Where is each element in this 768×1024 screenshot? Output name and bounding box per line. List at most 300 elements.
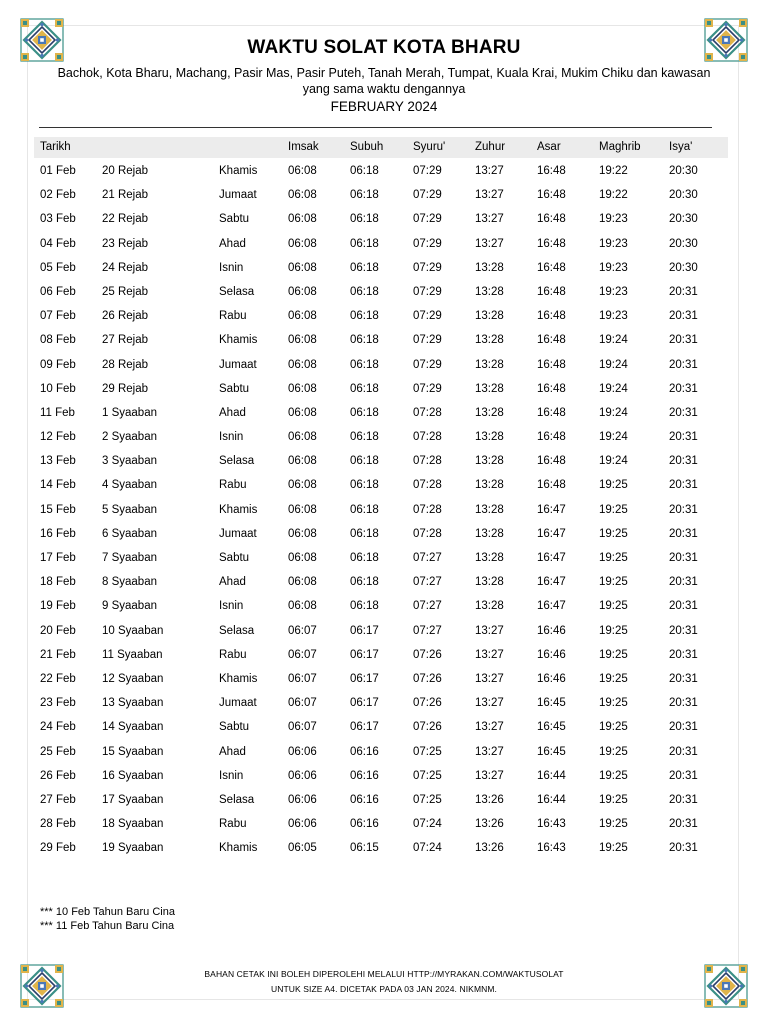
cell-zuhur: 13:27 [475,648,504,661]
cell-subuh: 06:18 [350,431,379,444]
cell-syuruk: 07:29 [413,358,442,371]
cell-hijri: 27 Rejab [102,334,149,347]
table-row [34,232,728,256]
cell-subuh: 06:18 [350,479,379,492]
cell-asar: 16:48 [537,455,566,468]
cell-syuruk: 07:29 [413,261,442,274]
cell-asar: 16:48 [537,261,566,274]
cell-asar: 16:43 [537,818,566,831]
cell-subuh: 06:17 [350,721,379,734]
table-row [34,449,728,473]
cell-imsak: 06:08 [288,189,317,202]
cell-zuhur: 13:27 [475,624,504,637]
cell-hari: Rabu [219,310,247,323]
cell-syuruk: 07:24 [413,818,442,831]
column-header-tarikh: Tarikh [40,141,71,153]
cell-isyak: 20:31 [669,358,698,371]
table-row [34,594,728,618]
cell-zuhur: 13:28 [475,576,504,589]
cell-tarikh: 01 Feb [40,165,76,177]
cell-asar: 16:43 [537,842,566,855]
cell-syuruk: 07:29 [413,213,442,226]
cell-hijri: 19 Syaaban [102,842,164,855]
cell-asar: 16:48 [537,406,566,419]
cell-isyak: 20:30 [669,189,698,202]
cell-zuhur: 13:27 [475,189,504,202]
cell-syuruk: 07:26 [413,672,442,685]
table-row [34,619,728,643]
cell-isyak: 20:31 [669,503,698,516]
cell-tarikh: 06 Feb [40,285,76,298]
cell-maghrib: 19:23 [599,261,628,274]
cell-subuh: 06:18 [350,237,379,250]
cell-isyak: 20:31 [669,721,698,734]
cell-subuh: 06:18 [350,382,379,395]
table-row [34,836,728,860]
cell-tarikh: 29 Feb [40,842,76,855]
cell-zuhur: 13:27 [475,745,504,758]
cell-subuh: 06:18 [350,552,379,564]
cell-subuh: 06:18 [350,213,379,226]
cell-maghrib: 19:25 [599,818,628,831]
cell-maghrib: 19:25 [599,769,628,782]
cell-subuh: 06:18 [350,334,379,347]
cell-maghrib: 19:23 [599,237,628,250]
cell-zuhur: 13:28 [475,527,504,540]
cell-tarikh: 11 Feb [40,406,75,419]
cell-subuh: 06:17 [350,624,379,637]
cell-tarikh: 10 Feb [40,382,76,395]
cell-hari: Isnin [219,600,244,613]
cell-hijri: 14 Syaaban [102,721,164,734]
cell-imsak: 06:08 [288,237,317,250]
cell-zuhur: 13:28 [475,382,504,395]
cell-subuh: 06:18 [350,165,379,177]
cell-imsak: 06:08 [288,455,317,468]
cell-hijri: 16 Syaaban [102,769,164,782]
cell-maghrib: 19:24 [599,406,628,419]
cell-hari: Selasa [219,624,255,637]
cell-tarikh: 04 Feb [40,237,76,250]
cell-subuh: 06:16 [350,769,379,782]
cell-maghrib: 19:25 [599,745,628,758]
footer-line: BAHAN CETAK INI BOLEH DIPEROLEHI MELALUI HTTP://MYRAKAN.COM/WAKTUSOLAT [204,969,564,979]
cell-hijri: 7 Syaaban [102,552,157,564]
cell-maghrib: 19:24 [599,382,628,395]
cell-zuhur: 13:27 [475,697,504,710]
cell-isyak: 20:31 [669,842,698,855]
cell-tarikh: 18 Feb [40,576,76,589]
cell-isyak: 20:31 [669,310,698,323]
cell-imsak: 06:08 [288,503,317,516]
cell-subuh: 06:18 [350,189,379,202]
cell-syuruk: 07:29 [413,237,442,250]
cell-hari: Isnin [219,261,244,274]
cell-subuh: 06:18 [350,310,379,323]
cell-hijri: 22 Rejab [102,213,149,226]
cell-asar: 16:46 [537,672,566,685]
cell-hari: Ahad [219,576,246,589]
cell-tarikh: 13 Feb [40,455,76,468]
cell-subuh: 06:16 [350,745,379,758]
cell-tarikh: 20 Feb [40,624,76,637]
cell-hari: Ahad [219,406,246,419]
subtitle-line: yang sama waktu dengannya [302,82,466,96]
cell-syuruk: 07:28 [413,503,442,516]
cell-zuhur: 13:27 [475,213,504,226]
table-row [34,715,728,739]
cell-syuruk: 07:26 [413,721,442,734]
column-header-syuruk: Syuru' [413,141,446,153]
cell-isyak: 20:31 [669,431,698,444]
cell-isyak: 20:31 [669,455,698,468]
cell-subuh: 06:17 [350,648,379,661]
table-row [34,570,728,594]
table-row [34,498,728,522]
page-title: WAKTU SOLAT KOTA BHARU [247,37,521,58]
cell-tarikh: 15 Feb [40,503,76,516]
footer-line: UNTUK SIZE A4. DICETAK PADA 03 JAN 2024. NIKMNM. [270,984,498,994]
cell-hijri: 26 Rejab [102,310,149,323]
cell-hari: Rabu [219,818,247,831]
cell-syuruk: 07:28 [413,479,442,492]
cell-tarikh: 26 Feb [40,769,76,782]
cell-asar: 16:48 [537,213,566,226]
prayer-times-table [34,137,728,860]
cell-zuhur: 13:28 [475,261,504,274]
cell-hijri: 8 Syaaban [102,576,157,589]
cell-maghrib: 19:25 [599,552,628,564]
cell-imsak: 06:08 [288,334,317,347]
cell-hari: Rabu [219,648,247,661]
cell-tarikh: 21 Feb [40,648,76,661]
footer [0,967,768,997]
cell-asar: 16:47 [537,552,566,564]
cell-hari: Khamis [219,503,258,516]
cell-imsak: 06:08 [288,285,317,298]
cell-tarikh: 14 Feb [40,479,76,492]
table-row [34,401,728,425]
cell-tarikh: 17 Feb [40,552,76,564]
cell-hijri: 1 Syaaban [102,406,157,419]
cell-hari: Sabtu [219,552,250,564]
cell-asar: 16:44 [537,769,566,782]
cell-syuruk: 07:24 [413,842,442,855]
cell-imsak: 06:08 [288,165,317,177]
cell-maghrib: 19:24 [599,358,628,371]
cell-imsak: 06:08 [288,261,317,274]
cell-maghrib: 19:23 [599,213,628,226]
column-header-asar: Asar [537,141,561,153]
cell-subuh: 06:18 [350,503,379,516]
table-row [34,377,728,401]
table-row [34,183,728,207]
cell-hari: Khamis [219,672,258,685]
cell-isyak: 20:30 [669,261,698,274]
cell-hijri: 17 Syaaban [102,793,164,806]
cell-hari: Khamis [219,842,258,855]
cell-asar: 16:46 [537,624,566,637]
cell-zuhur: 13:28 [475,479,504,492]
cell-maghrib: 19:25 [599,697,628,710]
cell-imsak: 06:08 [288,358,317,371]
cell-maghrib: 19:24 [599,334,628,347]
table-row [34,788,728,812]
cell-hijri: 4 Syaaban [102,479,157,492]
cell-tarikh: 25 Feb [40,745,76,758]
cell-hijri: 28 Rejab [102,358,149,371]
cell-subuh: 06:18 [350,261,379,274]
column-header-subuh: Subuh [350,141,384,153]
cell-maghrib: 19:24 [599,431,628,444]
cell-asar: 16:48 [537,479,566,492]
cell-hari: Khamis [219,165,258,177]
cell-zuhur: 13:28 [475,406,504,419]
cell-asar: 16:47 [537,527,566,540]
cell-subuh: 06:17 [350,697,379,710]
cell-tarikh: 19 Feb [40,600,76,613]
cell-zuhur: 13:26 [475,842,504,855]
cell-tarikh: 03 Feb [40,213,76,226]
cell-maghrib: 19:23 [599,285,628,298]
cell-maghrib: 19:25 [599,479,628,492]
cell-hari: Ahad [219,745,246,758]
cell-imsak: 06:08 [288,382,317,395]
cell-hijri: 15 Syaaban [102,745,164,758]
cell-isyak: 20:31 [669,600,698,613]
cell-syuruk: 07:28 [413,527,442,540]
table-row [34,522,728,546]
cell-hijri: 29 Rejab [102,382,149,395]
cell-maghrib: 19:25 [599,576,628,589]
cell-asar: 16:44 [537,793,566,806]
cell-tarikh: 08 Feb [40,334,76,347]
cell-syuruk: 07:25 [413,769,442,782]
cell-tarikh: 02 Feb [40,189,76,202]
notes [40,906,175,933]
cell-syuruk: 07:28 [413,406,442,419]
cell-imsak: 06:08 [288,406,317,419]
cell-subuh: 06:17 [350,672,379,685]
cell-imsak: 06:08 [288,479,317,492]
cell-isyak: 20:31 [669,818,698,831]
table-row [34,159,728,183]
cell-imsak: 06:06 [288,769,317,782]
table-row [34,280,728,304]
page-subtitle [40,65,728,97]
table-row [34,304,728,328]
cell-zuhur: 13:28 [475,431,504,444]
cell-hari: Jumaat [219,527,257,540]
cell-asar: 16:48 [537,285,566,298]
cell-hijri: 25 Rejab [102,285,149,298]
column-header-zuhur: Zuhur [475,141,506,153]
cell-hijri: 18 Syaaban [102,818,164,831]
column-header-maghrib: Maghrib [599,141,641,153]
table-row [34,764,728,788]
cell-syuruk: 07:29 [413,285,442,298]
table-row [34,256,728,280]
cell-hijri: 21 Rejab [102,189,149,202]
cell-hijri: 12 Syaaban [102,672,164,685]
cell-isyak: 20:31 [669,793,698,806]
cell-syuruk: 07:27 [413,600,442,613]
cell-tarikh: 07 Feb [40,310,76,323]
cell-maghrib: 19:25 [599,672,628,685]
cell-isyak: 20:31 [669,334,698,347]
cell-maghrib: 19:25 [599,600,628,613]
cell-isyak: 20:31 [669,479,698,492]
cell-zuhur: 13:28 [475,600,504,613]
table-row [34,667,728,691]
subtitle-line: Bachok, Kota Bharu, Machang, Pasir Mas, Pasir Puteh, Tanah Merah, Tumpat, Kuala Krai, Mukim Chiku dan kawasan [57,66,711,80]
cell-isyak: 20:31 [669,576,698,589]
cell-syuruk: 07:29 [413,334,442,347]
cell-subuh: 06:18 [350,527,379,540]
cell-subuh: 06:16 [350,793,379,806]
cell-subuh: 06:18 [350,285,379,298]
cell-imsak: 06:06 [288,745,317,758]
cell-syuruk: 07:29 [413,382,442,395]
cell-asar: 16:47 [537,576,566,589]
cell-syuruk: 07:29 [413,189,442,202]
cell-imsak: 06:07 [288,672,317,685]
column-header-isyak: Isya' [669,141,693,153]
cell-hari: Ahad [219,237,246,250]
cell-isyak: 20:31 [669,624,698,637]
cell-imsak: 06:07 [288,648,317,661]
cell-maghrib: 19:25 [599,721,628,734]
cell-hijri: 23 Rejab [102,237,149,250]
cell-tarikh: 09 Feb [40,358,76,371]
cell-asar: 16:48 [537,334,566,347]
cell-hijri: 5 Syaaban [102,503,157,516]
cell-zuhur: 13:28 [475,358,504,371]
cell-maghrib: 19:25 [599,648,628,661]
divider [39,127,712,128]
cell-syuruk: 07:28 [413,455,442,468]
table-row [34,546,728,570]
table-row [34,691,728,715]
cell-maghrib: 19:25 [599,842,628,855]
cell-imsak: 06:06 [288,818,317,831]
cell-asar: 16:48 [537,358,566,371]
cell-maghrib: 19:22 [599,165,628,177]
cell-hari: Isnin [219,431,244,444]
cell-zuhur: 13:28 [475,455,504,468]
cell-syuruk: 07:28 [413,431,442,444]
cell-asar: 16:46 [537,648,566,661]
cell-syuruk: 07:29 [413,165,442,177]
cell-tarikh: 05 Feb [40,261,76,274]
cell-asar: 16:45 [537,745,566,758]
cell-zuhur: 13:28 [475,552,504,564]
cell-isyak: 20:30 [669,165,698,177]
cell-syuruk: 07:25 [413,793,442,806]
cell-isyak: 20:31 [669,382,698,395]
cell-isyak: 20:31 [669,697,698,710]
cell-imsak: 06:07 [288,624,317,637]
cell-subuh: 06:18 [350,358,379,371]
table-header [34,137,728,158]
note-item: *** 11 Feb Tahun Baru Cina [40,919,175,932]
cell-zuhur: 13:27 [475,672,504,685]
cell-zuhur: 13:26 [475,793,504,806]
cell-tarikh: 23 Feb [40,697,76,710]
cell-maghrib: 19:23 [599,310,628,323]
cell-maghrib: 19:24 [599,455,628,468]
cell-syuruk: 07:27 [413,552,442,564]
cell-imsak: 06:08 [288,600,317,613]
cell-maghrib: 19:25 [599,527,628,540]
cell-syuruk: 07:26 [413,697,442,710]
cell-hari: Jumaat [219,189,257,202]
cell-zuhur: 13:27 [475,165,504,177]
month-label: FEBRUARY 2024 [330,99,438,114]
note-item: *** 10 Feb Tahun Baru Cina [40,906,175,918]
cell-tarikh: 16 Feb [40,527,76,540]
cell-hari: Selasa [219,285,255,298]
cell-hari: Isnin [219,769,244,782]
table-row [34,425,728,449]
cell-zuhur: 13:28 [475,310,504,323]
cell-imsak: 06:08 [288,527,317,540]
cell-asar: 16:48 [537,165,566,177]
cell-hijri: 10 Syaaban [102,624,164,637]
cell-isyak: 20:31 [669,745,698,758]
table-row [34,328,728,352]
cell-hari: Khamis [219,334,258,347]
table-row [34,473,728,497]
cell-syuruk: 07:29 [413,310,442,323]
cell-hari: Jumaat [219,358,257,371]
cell-zuhur: 13:28 [475,503,504,516]
cell-tarikh: 24 Feb [40,721,76,734]
cell-syuruk: 07:25 [413,745,442,758]
cell-imsak: 06:06 [288,793,317,806]
cell-isyak: 20:31 [669,769,698,782]
cell-asar: 16:48 [537,431,566,444]
cell-asar: 16:48 [537,382,566,395]
table-row [34,353,728,377]
cell-imsak: 06:08 [288,431,317,444]
cell-hijri: 3 Syaaban [102,455,157,468]
cell-isyak: 20:31 [669,406,698,419]
cell-imsak: 06:05 [288,842,317,855]
cell-zuhur: 13:28 [475,285,504,298]
cell-hari: Selasa [219,455,255,468]
table-body [34,158,728,860]
cell-isyak: 20:31 [669,672,698,685]
cell-hijri: 13 Syaaban [102,697,164,710]
cell-hari: Sabtu [219,213,250,226]
cell-maghrib: 19:25 [599,793,628,806]
cell-asar: 16:47 [537,600,566,613]
cell-zuhur: 13:26 [475,818,504,831]
cell-subuh: 06:18 [350,600,379,613]
cell-isyak: 20:31 [669,552,698,564]
cell-imsak: 06:07 [288,721,317,734]
cell-tarikh: 12 Feb [40,431,76,444]
cell-zuhur: 13:27 [475,721,504,734]
cell-hijri: 9 Syaaban [102,600,157,613]
table-row [34,643,728,667]
cell-subuh: 06:15 [350,842,379,855]
cell-imsak: 06:08 [288,576,317,589]
cell-asar: 16:45 [537,697,566,710]
cell-isyak: 20:30 [669,213,698,226]
cell-zuhur: 13:28 [475,334,504,347]
